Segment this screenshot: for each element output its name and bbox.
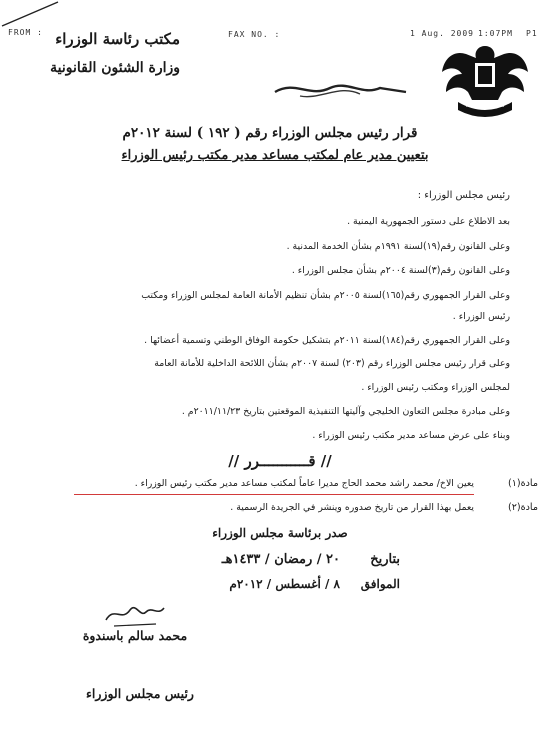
addressee-line: رئيس مجلس الوزراء : [417, 190, 510, 201]
preamble-line-10: وبناء على عرض مساعد مدير مكتب رئيس الوزراء . [312, 430, 510, 441]
preamble-line-6: وعلى القرار الجمهوري رقم(١٨٤)لسنة ٢٠١١م بتشكيل حكومة الوفاق الوطني وتسمية أعضائها . [144, 335, 510, 346]
preamble-line-7: وعلى قرار رئيس مجلس الوزراء رقم (٢٠٣) لسنة ٢٠٠٧م بشأن اللائحة الداخلية للأمانة العامة [154, 358, 510, 369]
preamble-line-5: رئيس الوزراء . [452, 311, 510, 322]
article-1-underline [74, 494, 474, 495]
handwritten-signature [100, 598, 170, 632]
article-1-text: يعين الاخ/ محمد راشد محمد الحاج مديرا عاماً لمكتب مساعد مدير مكتب رئيس الوزراء . [134, 478, 474, 489]
letterhead-line-1: مكتب رئاسة الوزراء [55, 30, 180, 48]
gregorian-date: ٨ / أغسطس / ٢٠١٢م [229, 577, 340, 591]
pen-stroke-mark [0, 0, 60, 30]
signatory-name: محمد سالم باسندوة [82, 628, 188, 643]
preamble-line-3: وعلى القانون رقم(٣)لسنة ٢٠٠٤م بشأن مجلس الوزراء . [291, 265, 510, 276]
issuance-line: صدر برئاسة مجلس الوزراء [212, 526, 348, 540]
decision-heading: // قـــــــــــرر // [228, 452, 332, 470]
preamble-line-9: وعلى مبادرة مجلس التعاون الخليجي وآليتها التنفيذية الموقعتين بتاريخ ٢٠١١/١١/٢٣م . [181, 406, 510, 417]
hijri-date-prefix: بتاريخ [370, 552, 400, 567]
letterhead-line-2: وزارة الشئون القانونية [50, 60, 180, 76]
yemen-emblem-icon [436, 40, 534, 122]
hijri-date: ٢٠ / رمضان / ١٤٣٣هـ [221, 552, 340, 567]
fax-time: 1:07PM [478, 29, 513, 38]
article-2-label: مادة(٢) [507, 502, 538, 513]
preamble-line-4: وعلى القرار الجمهوري رقم(١٦٥)لسنة ٢٠٠٥م بشأن تنظيم الأمانة العامة لمجلس الوزراء ومكتب [141, 290, 510, 301]
preamble-line-8: لمجلس الوزراء ومكتب رئيس الوزراء . [361, 382, 510, 393]
signatory-title: رئيس مجلس الوزراء [86, 686, 194, 701]
decree-subtitle: بتعيين مدير عام لمكتب مساعد مدير مكتب رئيس الوزراء [121, 148, 429, 163]
article-1-label: مادة(١) [507, 478, 538, 489]
fax-page: P1 [526, 29, 538, 38]
preamble-line-2: وعلى القانون رقم(١٩)لسنة ١٩٩١م بشأن الخدمة المدنية . [286, 241, 510, 252]
fax-from-label: FROM : [8, 28, 43, 37]
fax-number-label: FAX NO. : [228, 30, 281, 39]
gregorian-date-prefix: الموافق [360, 577, 400, 591]
header-scribble-mark [270, 74, 410, 104]
decree-title: قرار رئيس مجلس الوزراء رقم ( ١٩٢ ) لسنة ٢٠١٢م [122, 125, 418, 141]
article-2-text: يعمل بهذا القرار من تاريخ صدوره وينشر في الجريدة الرسمية . [230, 502, 474, 513]
fax-date: 1 Aug. 2009 [410, 29, 474, 38]
preamble-line-1: بعد الاطلاع على دستور الجمهورية اليمنية . [347, 216, 510, 227]
